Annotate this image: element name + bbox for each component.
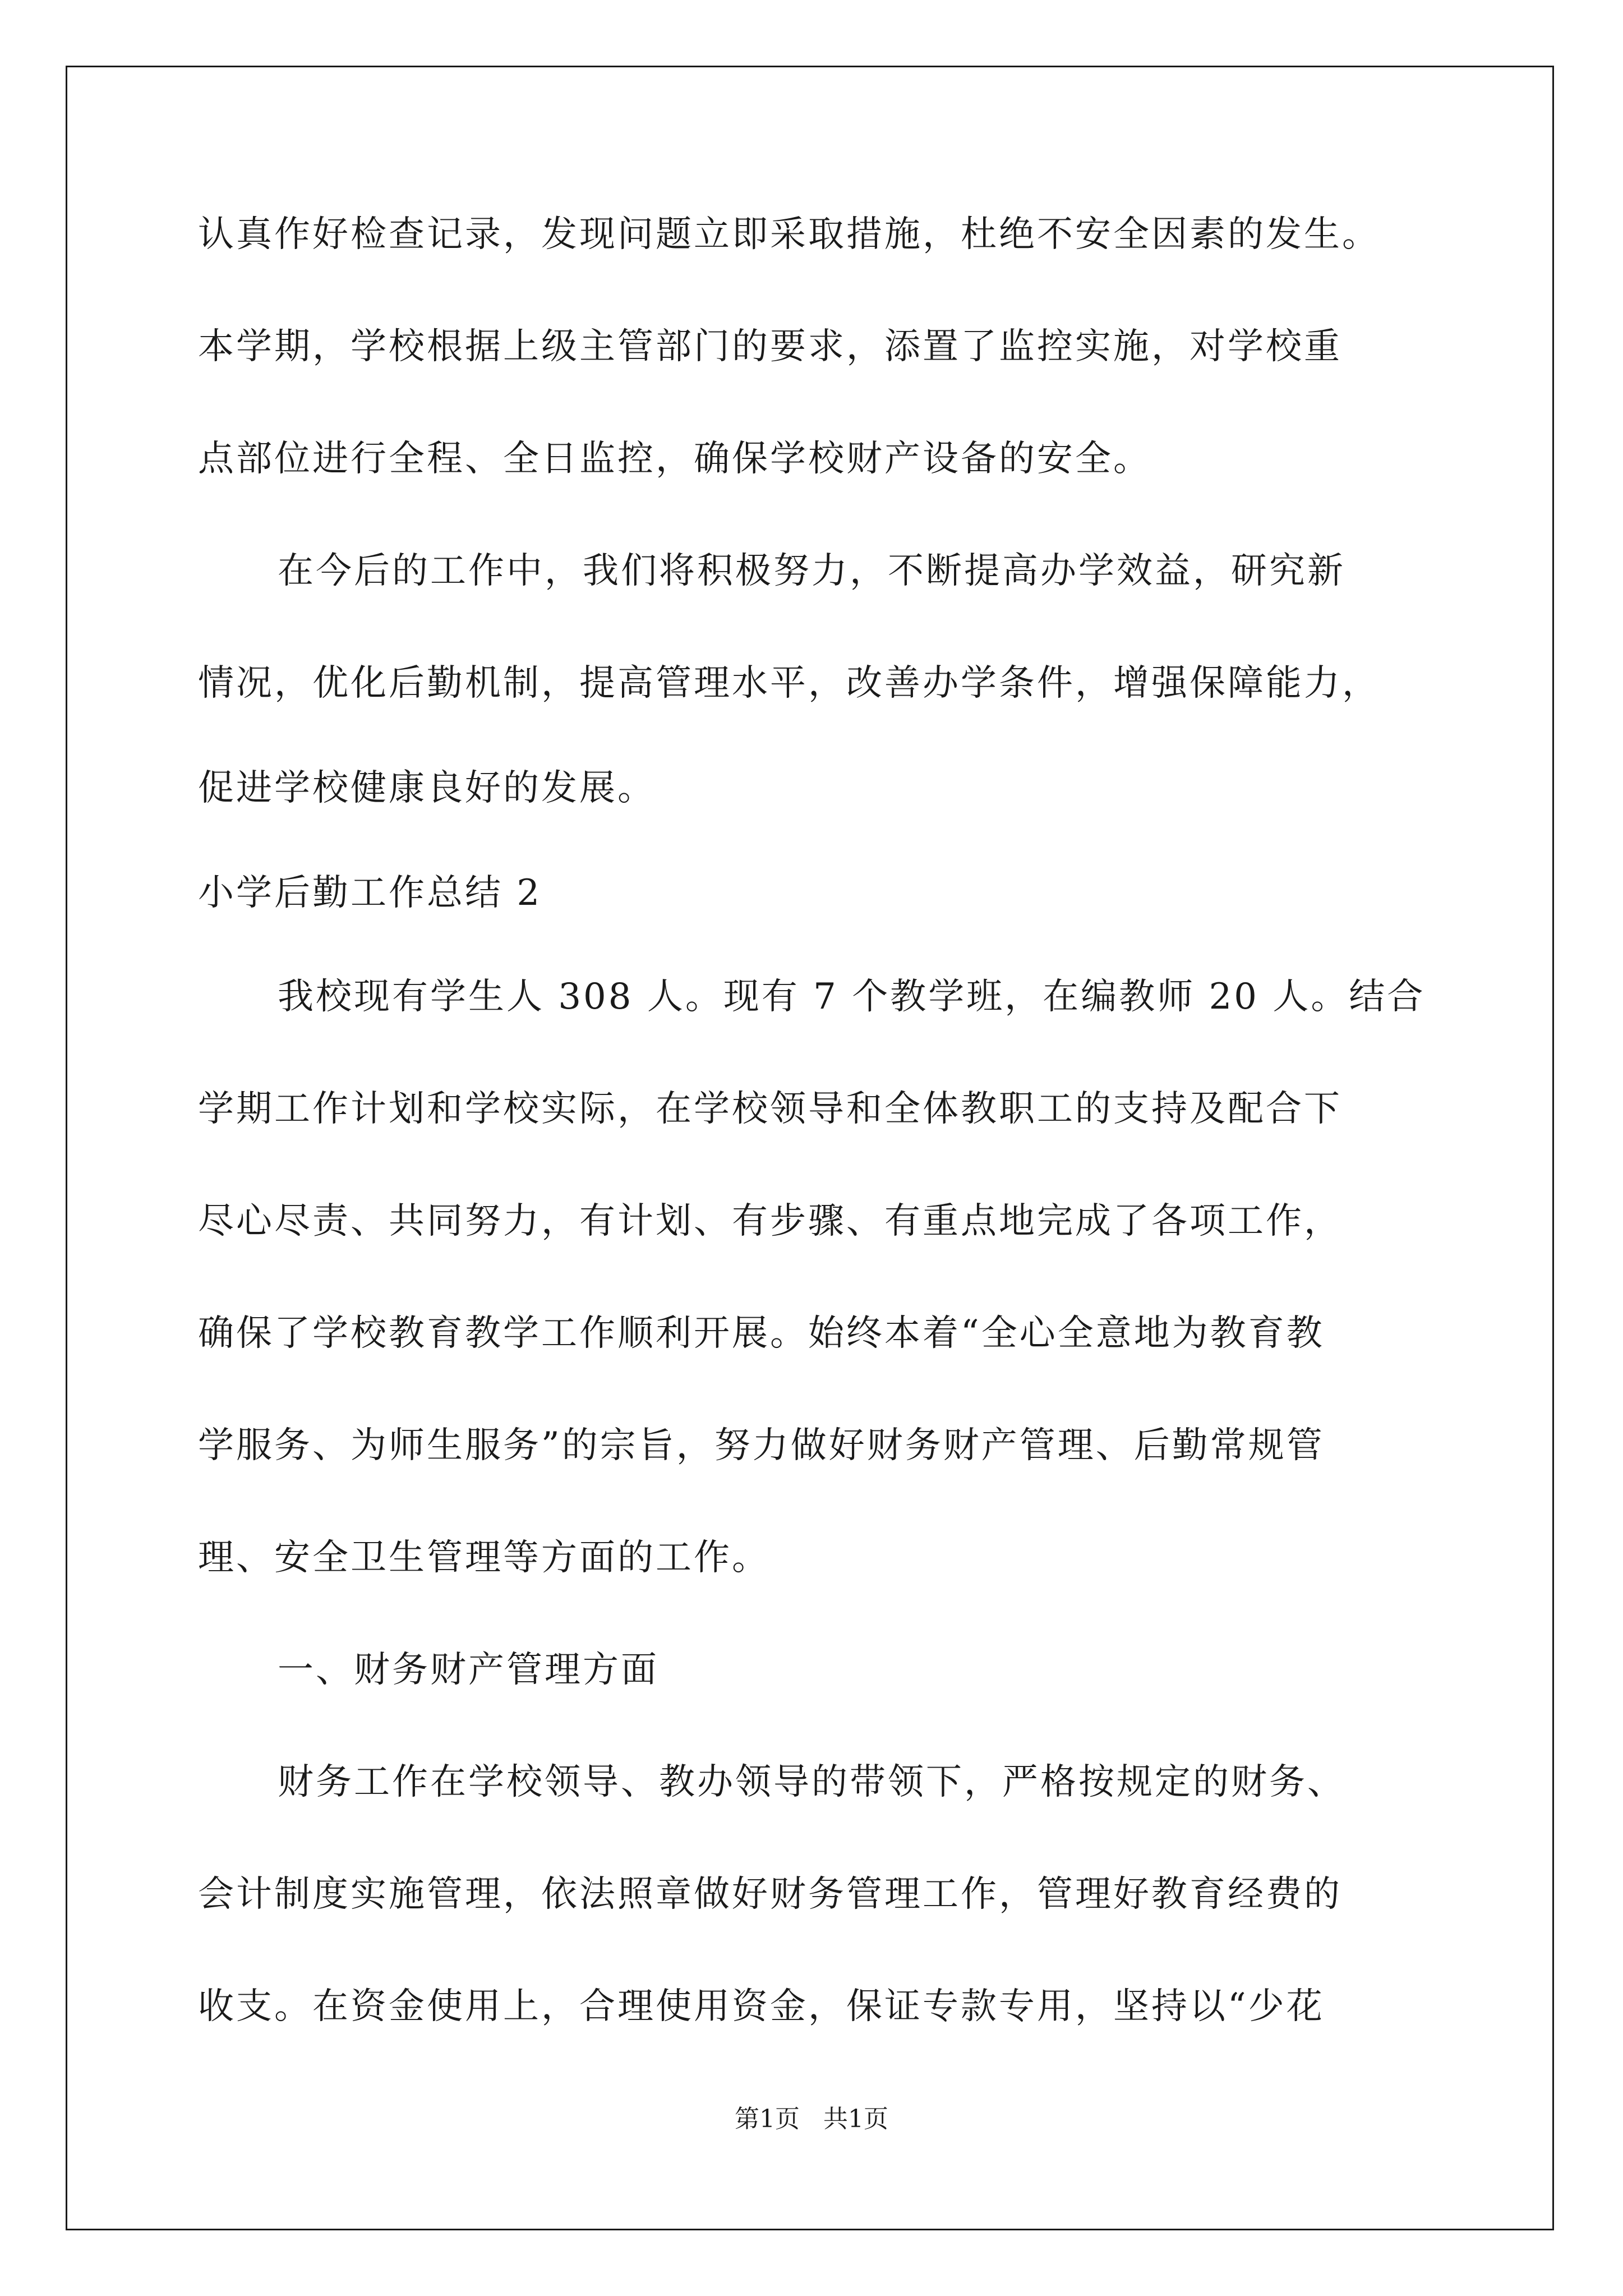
body-text-line: 尽心尽责、共同努力，有计划、有步骤、有重点地完成了各项工作， xyxy=(198,1200,1342,1242)
subsection-heading: 一、财务财产管理方面 xyxy=(278,1649,659,1691)
paragraph-first-line: 在今后的工作中，我们将积极努力，不断提高办学效益，研究新 xyxy=(278,550,1345,592)
body-text-line: 学服务、为师生服务”的宗旨，努力做好财务财产管理、后勤常规管 xyxy=(198,1425,1325,1466)
body-text-line: 认真作好检查记录，发现问题立即采取措施，杜绝不安全因素的发生。 xyxy=(198,214,1380,255)
paragraph-first-line: 我校现有学生人 308 人。现有 7 个教学班，在编教师 20 人。结合 xyxy=(278,976,1426,1018)
body-text-line: 会计制度实施管理，依法照章做好财务管理工作，管理好教育经费的 xyxy=(198,1874,1342,1915)
section-title: 小学后勤工作总结 2 xyxy=(198,872,542,914)
page-footer: 第1页 共1页 xyxy=(735,2105,888,2133)
body-text-line: 促进学校健康良好的发展。 xyxy=(198,767,656,809)
body-text-line: 确保了学校教育教学工作顺利开展。始终本着“全心全意地为教育教 xyxy=(198,1313,1325,1354)
body-text-line: 理、安全卫生管理等方面的工作。 xyxy=(198,1537,770,1579)
body-text-line: 点部位进行全程、全日监控，确保学校财产设备的安全。 xyxy=(198,438,1151,480)
body-text-line: 情况，优化后勤机制，提高管理水平，改善办学条件，增强保障能力， xyxy=(198,662,1380,704)
body-text-line: 本学期，学校根据上级主管部门的要求，添置了监控实施，对学校重 xyxy=(198,326,1342,367)
body-text-line: 收支。在资金使用上，合理使用资金，保证专款专用，坚持以“少花 xyxy=(198,1986,1325,2027)
body-text-line: 学期工作计划和学校实际，在学校领导和全体教职工的支持及配合下 xyxy=(198,1088,1342,1130)
paragraph-first-line: 财务工作在学校领导、教办领导的带领下，严格按规定的财务、 xyxy=(278,1761,1345,1803)
